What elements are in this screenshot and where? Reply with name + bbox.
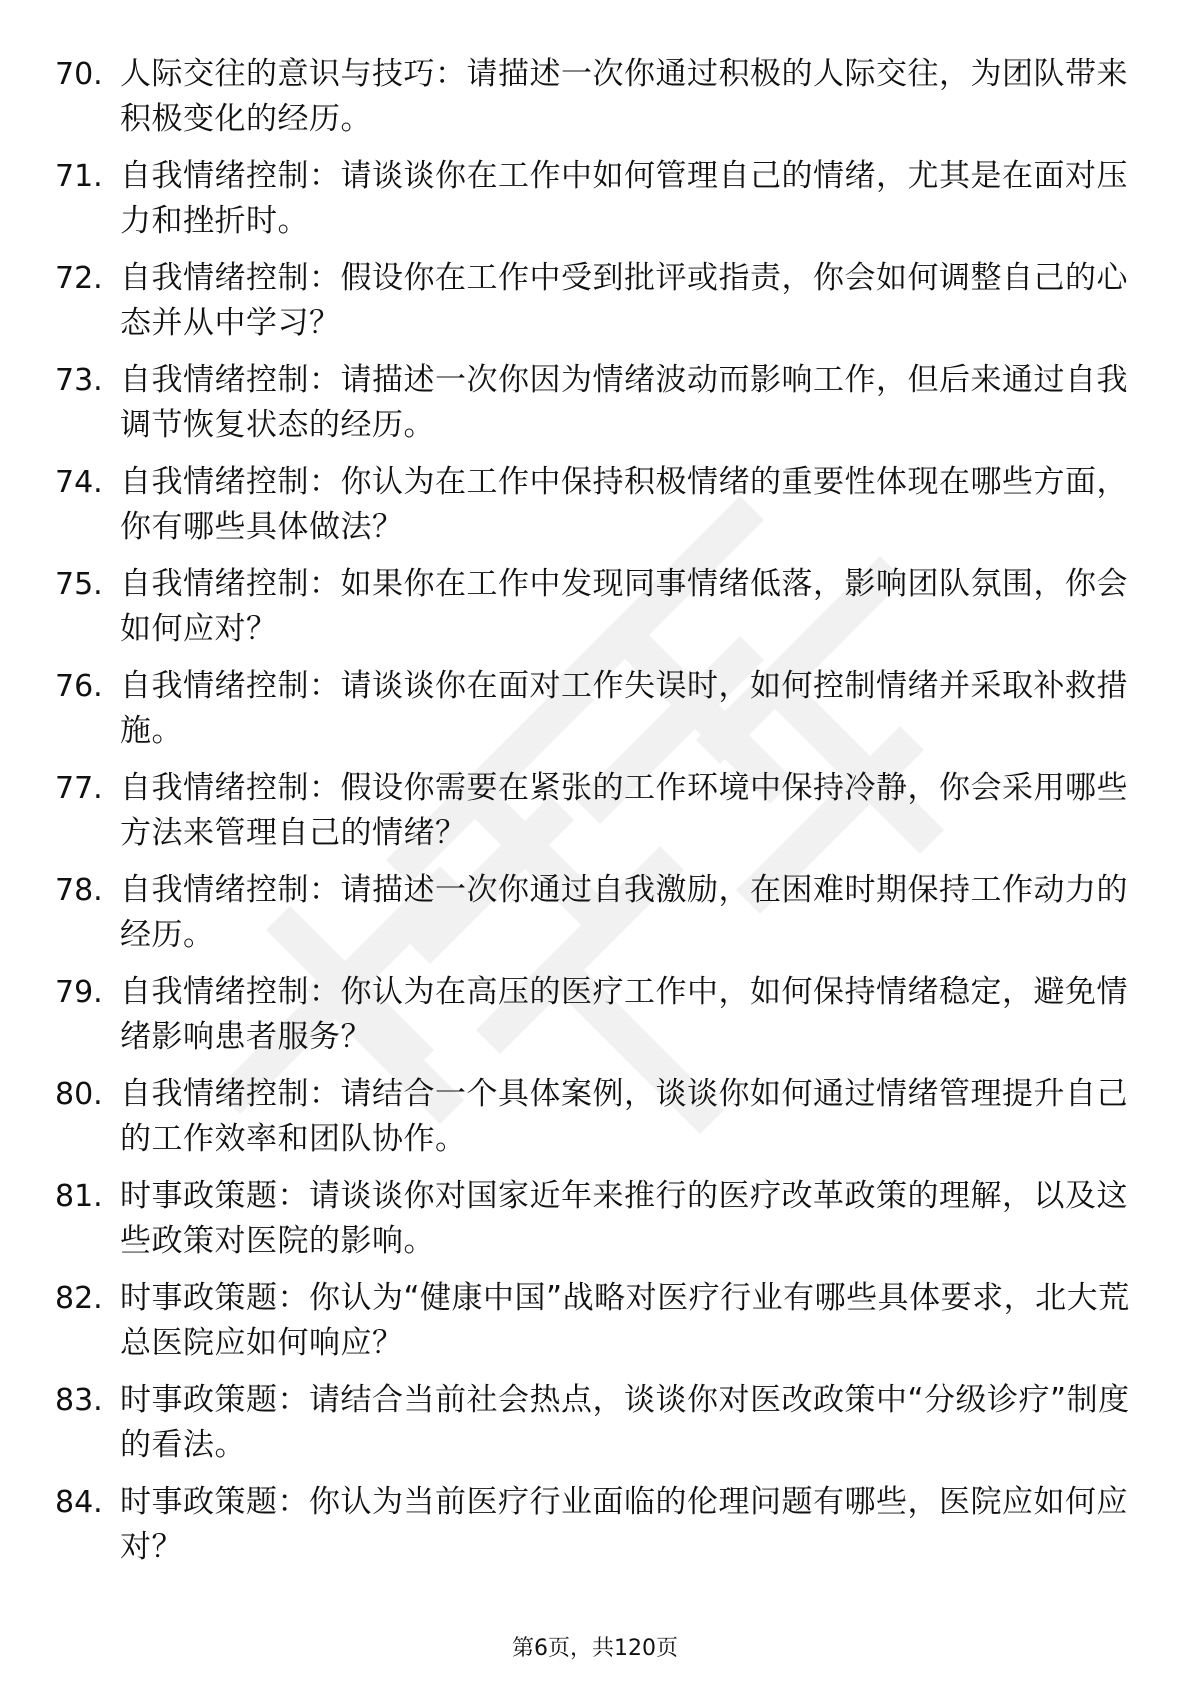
page-footer: 第6页，共120页: [512, 1636, 678, 1661]
question-number: 80.: [55, 1077, 103, 1112]
question-text: 自我情绪控制：请描述一次你因为情绪波动而影响工作，但后来通过自我调节恢复状态的经历。: [120, 362, 1128, 443]
question-number: 70.: [55, 57, 103, 92]
question-number: 79.: [55, 975, 103, 1010]
question-item: [55, 1378, 1135, 1480]
question-text: 自我情绪控制：请描述一次你通过自我激励，在困难时期保持工作动力的经历。: [120, 872, 1128, 953]
question-item: [55, 358, 1135, 460]
question-text: 自我情绪控制：你认为在工作中保持积极情绪的重要性体现在哪些方面，你有哪些具体做法？: [120, 464, 1128, 545]
question-number: 73.: [55, 363, 103, 398]
question-number: 84.: [55, 1485, 103, 1520]
question-item: [55, 1276, 1135, 1378]
question-text: 自我情绪控制：请谈谈你在工作中如何管理自己的情绪，尤其是在面对压力和挫折时。: [120, 158, 1128, 239]
question-item: [55, 664, 1135, 766]
question-text: 人际交往的意识与技巧：请描述一次你通过积极的人际交往，为团队带来积极变化的经历。: [120, 56, 1128, 137]
question-number: 71.: [55, 159, 103, 194]
question-text: 时事政策题：你认为当前医疗行业面临的伦理问题有哪些，医院应如何应对？: [120, 1484, 1128, 1565]
question-item: [55, 52, 1135, 154]
question-text: 自我情绪控制：请谈谈你在面对工作失误时，如何控制情绪并采取补救措施。: [120, 668, 1128, 749]
question-text: 自我情绪控制：请结合一个具体案例，谈谈你如何通过情绪管理提升自己的工作效率和团队协作。: [120, 1076, 1128, 1157]
question-number: 78.: [55, 873, 103, 908]
question-text: 自我情绪控制：假设你在工作中受到批评或指责，你会如何调整自己的心态并从中学习？: [120, 260, 1128, 341]
question-item: [55, 1174, 1135, 1276]
question-item: [55, 562, 1135, 664]
question-number: 83.: [55, 1383, 103, 1418]
question-item: [55, 460, 1135, 562]
question-number: 74.: [55, 465, 103, 500]
question-number: 75.: [55, 567, 103, 602]
question-item: [55, 970, 1135, 1072]
question-text: 自我情绪控制：如果你在工作中发现同事情绪低落，影响团队氛围，你会如何应对？: [120, 566, 1128, 647]
question-text: 自我情绪控制：假设你需要在紧张的工作环境中保持冷静，你会采用哪些方法来管理自己的情绪？: [120, 770, 1128, 851]
question-number: 72.: [55, 261, 103, 296]
question-text: 自我情绪控制：你认为在高压的医疗工作中，如何保持情绪稳定，避免情绪影响患者服务？: [120, 974, 1128, 1055]
question-item: [55, 1072, 1135, 1174]
question-text: 时事政策题：请谈谈你对国家近年来推行的医疗改革政策的理解，以及这些政策对医院的影响。: [120, 1178, 1128, 1259]
question-number: 77.: [55, 771, 103, 806]
question-item: [55, 868, 1135, 970]
question-number: 76.: [55, 669, 103, 704]
question-item: [55, 256, 1135, 358]
question-text: 时事政策题：你认为“健康中国”战略对医疗行业有哪些具体要求，北大荒总医院应如何响应？: [120, 1280, 1130, 1361]
question-item: [55, 1480, 1135, 1582]
question-item: [55, 154, 1135, 256]
question-item: [55, 766, 1135, 868]
question-text: 时事政策题：请结合当前社会热点，谈谈你对医改政策中“分级诊疗”制度的看法。: [120, 1382, 1130, 1463]
question-list: [55, 52, 1135, 1582]
question-number: 81.: [55, 1179, 103, 1214]
question-number: 82.: [55, 1281, 103, 1316]
